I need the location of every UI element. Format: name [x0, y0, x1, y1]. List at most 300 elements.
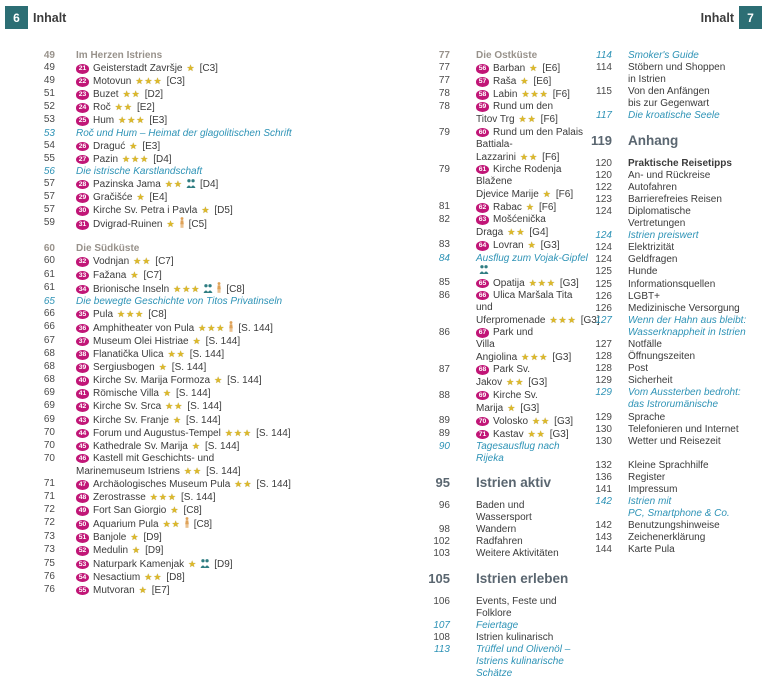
toc-entry: [33, 517, 385, 531]
toc-entry: [584, 436, 764, 448]
map-ref: [S. 144]: [181, 492, 216, 504]
entry-title: das Istrorumänische: [628, 399, 719, 411]
entry-line: [628, 194, 722, 206]
entry-title: Roč: [93, 102, 111, 114]
entry-line: [628, 182, 677, 194]
toc-entry: [584, 86, 764, 110]
star-rating: ★★★: [135, 76, 163, 87]
entry-content: [476, 101, 558, 126]
poi-marker: 47: [76, 480, 89, 490]
entry-line: [628, 254, 677, 266]
entry-line: [476, 453, 560, 465]
entry-content: [628, 387, 741, 411]
entry-title: Park und: [493, 327, 534, 339]
entry-title: Die istrische Karstlandschaft: [76, 165, 203, 177]
star-rating: ★★★: [521, 89, 549, 100]
page-number-box-left: 6: [5, 6, 28, 29]
entry-content: [76, 440, 239, 453]
page-number: 70: [43, 426, 55, 438]
star-rating: ★: [192, 335, 202, 346]
entry-line: [76, 269, 162, 282]
entry-title: Forum und Augustus-Tempel: [93, 427, 221, 439]
entry-content: [628, 133, 678, 149]
entry-title: Kathedrale Sv. Marija: [93, 440, 188, 452]
star-rating: ★: [138, 584, 148, 595]
star-rating: ★: [214, 375, 224, 386]
page-number: 70: [43, 452, 55, 464]
entry-content: [476, 50, 537, 62]
entry-content: [76, 114, 167, 127]
toc-entry: [33, 440, 385, 453]
entry-line: [76, 491, 215, 504]
entry-title: Kleine Sprachhilfe: [628, 459, 709, 471]
entry-content: [76, 361, 206, 374]
entry-line: [628, 460, 709, 472]
star-rating: ★: [186, 63, 196, 74]
entry-title: Register: [628, 471, 666, 483]
poi-marker: 70: [476, 417, 489, 427]
entry-content: [76, 296, 282, 308]
entry-title: Vertretungen: [628, 218, 686, 230]
toc-entry: [422, 596, 590, 620]
toc-entry: [33, 571, 385, 584]
page-number: 82: [438, 214, 450, 226]
toc-entry: [33, 88, 385, 101]
entry-content: [76, 374, 262, 387]
entry-line: [76, 255, 174, 268]
entry-line: [76, 427, 291, 440]
map-ref: [C5]: [188, 219, 207, 231]
map-ref: [S. 144]: [189, 349, 225, 361]
star-rating: ★★★: [549, 314, 577, 325]
page-number: 79: [438, 163, 450, 175]
entry-line: [628, 424, 739, 436]
entry-line: [476, 226, 548, 239]
entry-title: Wassersport: [476, 512, 532, 524]
toc-entry: [33, 491, 385, 504]
entry-line: [76, 584, 170, 597]
star-rating: ★: [132, 545, 142, 556]
page-number: 85: [438, 276, 450, 288]
entry-line: [476, 101, 558, 113]
toc-entry: [422, 164, 590, 201]
toc-note: [422, 441, 590, 465]
entry-title: Sprache: [628, 411, 666, 423]
entry-content: [476, 201, 556, 214]
toc-entry: [584, 484, 764, 496]
map-ref: [E4]: [149, 192, 168, 204]
toc-note: [33, 166, 385, 178]
toc-entry: [33, 544, 385, 557]
page-number: 87: [438, 364, 450, 376]
entry-content: [628, 532, 705, 544]
entry-content: [476, 441, 560, 465]
entry-line: [628, 230, 699, 242]
entry-line: [628, 472, 665, 484]
entry-title: Buzet: [93, 89, 119, 101]
toc-entry: [422, 201, 590, 214]
entry-title: Weitere Aktivitäten: [476, 548, 559, 560]
hiker-icon: [184, 519, 190, 530]
map-ref: [S. 144]: [256, 427, 291, 439]
toc-entry: [33, 62, 385, 75]
section-title: Istrien aktiv: [476, 475, 552, 491]
entry-line: [476, 214, 548, 226]
page-number: 79: [438, 126, 450, 138]
spacer: [584, 448, 764, 460]
entry-content: [628, 412, 665, 424]
page-number: 59: [43, 217, 55, 229]
toc-entry: [584, 339, 764, 351]
entry-title: Rijeka: [476, 453, 504, 464]
toc-note: [584, 496, 764, 520]
poi-marker: 68: [476, 365, 489, 375]
entry-title: Kirche Sv. Marija Formoza: [93, 375, 211, 387]
page-number: 89: [438, 427, 450, 439]
entry-title: LGBT+: [628, 290, 660, 302]
toc-entry: [422, 75, 590, 88]
toc-entry: [33, 478, 385, 491]
entry-line: [476, 364, 590, 389]
page-number: 57: [43, 204, 55, 216]
star-rating: ★★: [532, 415, 551, 426]
entry-content: [476, 548, 559, 560]
entry-content: [628, 472, 665, 484]
entry-content: [476, 277, 579, 290]
entry-line: [476, 127, 590, 139]
entry-line: [76, 504, 202, 517]
entry-line: [476, 314, 600, 327]
page-number: 86: [438, 289, 450, 301]
entry-line: [476, 164, 590, 188]
star-rating: ★★: [518, 114, 537, 125]
toc-entry: [33, 387, 385, 400]
toc-entry: [422, 548, 590, 560]
section-title: Die Ostküste: [476, 50, 538, 61]
entry-line: [476, 415, 573, 428]
page-number: 89: [438, 414, 450, 426]
entry-line: [628, 351, 695, 363]
poi-marker: 71: [476, 430, 489, 440]
entry-line: [628, 242, 674, 254]
entry-content: [476, 289, 600, 327]
entry-line: [476, 113, 558, 126]
entry-content: [476, 364, 590, 389]
toc-entry: [33, 504, 385, 517]
toc-big-section: [584, 133, 764, 149]
poi-marker: 39: [76, 363, 89, 373]
entry-title: Rund um den: [493, 101, 554, 113]
section-title: Die Südküste: [76, 243, 140, 255]
entry-content: [76, 88, 163, 101]
toc-entry: [422, 88, 590, 101]
toc-note: [584, 315, 764, 339]
poi-marker: 26: [76, 142, 89, 152]
entry-line: [476, 277, 579, 290]
toc-entry: [33, 114, 385, 127]
entry-line: [76, 166, 202, 178]
entry-line: [628, 266, 657, 278]
entry-line: [76, 558, 233, 571]
entry-title: Rabac: [493, 202, 522, 214]
star-rating: ★★: [167, 349, 186, 360]
map-ref: [E6]: [533, 76, 552, 88]
star-rating: ★: [129, 140, 139, 151]
star-rating: ★★★: [521, 352, 549, 363]
map-ref: [S. 144]: [186, 414, 221, 426]
toc-note: [584, 230, 764, 242]
entry-line: [476, 327, 590, 339]
poi-marker: 24: [76, 103, 89, 113]
entry-content: [476, 596, 590, 620]
entry-content: [76, 517, 212, 531]
page-number: 119: [591, 132, 612, 148]
page-header-left: [5, 6, 66, 29]
entry-title: Kirche Sv. Petra i Pavla: [93, 205, 198, 217]
toc-entry: [422, 214, 590, 239]
page-number: 78: [438, 101, 450, 113]
page-number: 70: [43, 439, 55, 451]
entry-title: Karte Pula: [628, 544, 675, 556]
page-number: 108: [433, 631, 450, 643]
entry-title: Medizinische Versorgung: [628, 302, 740, 314]
map-ref: [C8]: [226, 283, 245, 295]
toc-entry: [33, 584, 385, 597]
star-rating: ★★: [520, 151, 539, 162]
map-ref: [S. 144]: [205, 335, 241, 347]
entry-content: [628, 544, 675, 556]
entry-line: [628, 50, 699, 62]
poi-marker: 42: [76, 402, 89, 412]
entry-content: [76, 128, 292, 140]
entry-line: [628, 218, 691, 230]
star-rating: ★: [170, 505, 180, 516]
entry-content: [476, 62, 560, 75]
toc-note: [584, 50, 764, 62]
entry-title: Villa Angiolina: [476, 339, 518, 364]
entry-line: [76, 465, 241, 478]
toc-entry: [584, 206, 764, 230]
entry-line: [476, 524, 516, 536]
poi-marker: 51: [76, 533, 89, 543]
entry-title: Barrierefreies Reisen: [628, 193, 722, 205]
star-rating: ★★: [122, 89, 141, 100]
star-rating: ★★: [114, 102, 133, 113]
page-number: 67: [43, 334, 55, 346]
toc-entry: [422, 428, 590, 441]
page-number: 136: [595, 471, 612, 483]
entry-line: [628, 158, 732, 170]
poi-marker: 33: [76, 271, 89, 281]
entry-content: [76, 166, 202, 178]
poi-marker: 64: [476, 241, 489, 251]
entry-title: Hum: [93, 115, 115, 127]
poi-marker: 57: [476, 77, 489, 87]
toc-entry: [33, 321, 385, 335]
page-number: 57: [43, 177, 55, 189]
toc-entry: [33, 531, 385, 544]
toc-entry: [422, 364, 590, 389]
toc-big-section: [422, 475, 590, 491]
entry-line: [476, 428, 569, 441]
hiker-icon: [228, 323, 234, 334]
poi-marker: 69: [476, 391, 489, 401]
star-rating: ★★: [234, 479, 253, 489]
family-icon: [200, 559, 210, 570]
page-number: 73: [43, 544, 55, 556]
entry-content: [76, 321, 273, 335]
poi-marker: 48: [76, 493, 89, 503]
entry-line: [476, 596, 590, 620]
page-number: 57: [43, 191, 55, 203]
entry-title: Mošćenička: [493, 214, 546, 226]
star-rating: ★: [201, 205, 211, 216]
entry-title: Brionische Inseln: [93, 283, 170, 295]
poi-marker: 22: [76, 77, 89, 87]
page-number: 126: [595, 290, 612, 302]
entry-line: [628, 544, 675, 556]
entry-content: [76, 243, 139, 255]
map-ref: [F6]: [542, 151, 560, 163]
toc-entry: [33, 282, 385, 296]
page-number: 120: [595, 157, 612, 169]
entry-line: [476, 548, 559, 560]
entry-content: [76, 414, 221, 427]
page-number: 120: [595, 169, 612, 181]
entry-content: [76, 504, 202, 517]
entry-content: [628, 254, 677, 266]
star-rating: ★: [520, 76, 530, 87]
poi-marker: 65: [476, 279, 489, 289]
star-rating: ★★★: [198, 322, 226, 333]
entry-content: [476, 127, 590, 164]
entry-title: bis zur Gegenwart: [628, 98, 710, 110]
page-number: 124: [595, 230, 612, 242]
entry-line: [628, 520, 720, 532]
toc-entry: [422, 500, 590, 524]
page-number: 105: [428, 570, 450, 586]
toc-entry: [33, 191, 385, 204]
entry-title: Banjole: [93, 532, 127, 544]
entry-title: Djevice Marije: [476, 189, 539, 201]
page-number: 96: [438, 500, 450, 512]
entry-line: [76, 361, 206, 374]
entry-content: [76, 178, 218, 191]
entry-line: [476, 239, 560, 252]
entry-title: in Istrien: [628, 74, 666, 86]
page-number: 130: [595, 435, 612, 447]
entry-content: [476, 644, 590, 680]
poi-marker: 63: [476, 215, 489, 225]
entry-title: Geldfragen: [628, 254, 678, 266]
entry-title: Labin: [493, 89, 518, 101]
page-number: 124: [595, 205, 612, 217]
hiker-icon: [216, 284, 222, 295]
star-rating: ★: [191, 440, 201, 451]
toc-section-header: [422, 50, 590, 62]
page-number: 68: [43, 361, 55, 373]
page-number: 65: [43, 295, 55, 307]
map-ref: [G3]: [528, 377, 548, 389]
entry-content: [76, 282, 245, 296]
poi-marker: 54: [76, 573, 89, 583]
map-ref: [S. 144]: [206, 465, 241, 477]
toc-note: [422, 644, 590, 680]
entry-content: [76, 387, 211, 400]
toc-entry: [33, 308, 385, 321]
entry-title: Barban: [493, 63, 526, 75]
entry-content: [628, 436, 721, 448]
page-number: 106: [433, 595, 450, 607]
page-number: 127: [595, 314, 612, 326]
page-number: 53: [43, 114, 55, 126]
toc-entry: [33, 558, 385, 571]
star-rating: ★: [188, 558, 198, 569]
page-number: 49: [43, 50, 55, 61]
entry-line: [476, 75, 551, 88]
toc-section-header: [33, 243, 385, 255]
star-rating: ★: [527, 240, 537, 251]
entry-content: [476, 164, 590, 201]
star-rating: ★★★: [149, 492, 178, 503]
entry-line: [76, 544, 163, 557]
entry-line: [628, 86, 710, 98]
family-icon: [203, 284, 213, 295]
entry-title: Aquarium Pula: [93, 519, 159, 531]
entry-title: Tagesausflug nach: [476, 440, 560, 452]
toc-entry: [33, 348, 385, 361]
entry-content: [476, 428, 569, 441]
page-number: 122: [595, 181, 612, 193]
map-ref: [E3]: [142, 140, 161, 152]
entry-title: Kastell mit Geschichts- und: [93, 452, 215, 464]
page-number: 69: [43, 413, 55, 425]
entry-title: Öffnungszeiten: [628, 351, 696, 363]
poi-marker: 30: [76, 206, 89, 216]
poi-marker: 43: [76, 416, 89, 426]
entry-line: [76, 296, 282, 308]
entry-title: Geisterstadt Završje: [93, 63, 183, 75]
page-number: 55: [43, 152, 55, 164]
entry-line: [476, 253, 590, 277]
entry-line: [76, 308, 167, 321]
entry-title: Titov Trg: [476, 114, 515, 126]
entry-content: [76, 427, 291, 440]
toc-entry: [33, 204, 385, 217]
star-rating: ★★: [165, 401, 184, 412]
star-rating: ★★: [162, 519, 181, 530]
toc-entry: [422, 289, 600, 327]
entry-title: Vodnjan: [93, 256, 130, 268]
entry-line: [476, 290, 590, 314]
star-rating: ★: [525, 202, 535, 213]
entry-content: [628, 496, 730, 520]
entry-line: [628, 363, 648, 375]
entry-title: Uferpromenade: [476, 314, 546, 326]
map-ref: [E6]: [542, 63, 561, 75]
page-number: 72: [43, 504, 55, 516]
page-number: 51: [43, 88, 55, 100]
entry-content: [628, 266, 657, 278]
map-ref: [D4]: [153, 153, 172, 165]
page-number: 86: [438, 327, 450, 339]
entry-line: [628, 315, 746, 327]
toc-entry: [422, 101, 590, 126]
toc-entry: [584, 472, 764, 484]
toc-entry: [33, 453, 385, 478]
toc-entry: [422, 277, 590, 290]
entry-line: [628, 303, 740, 315]
